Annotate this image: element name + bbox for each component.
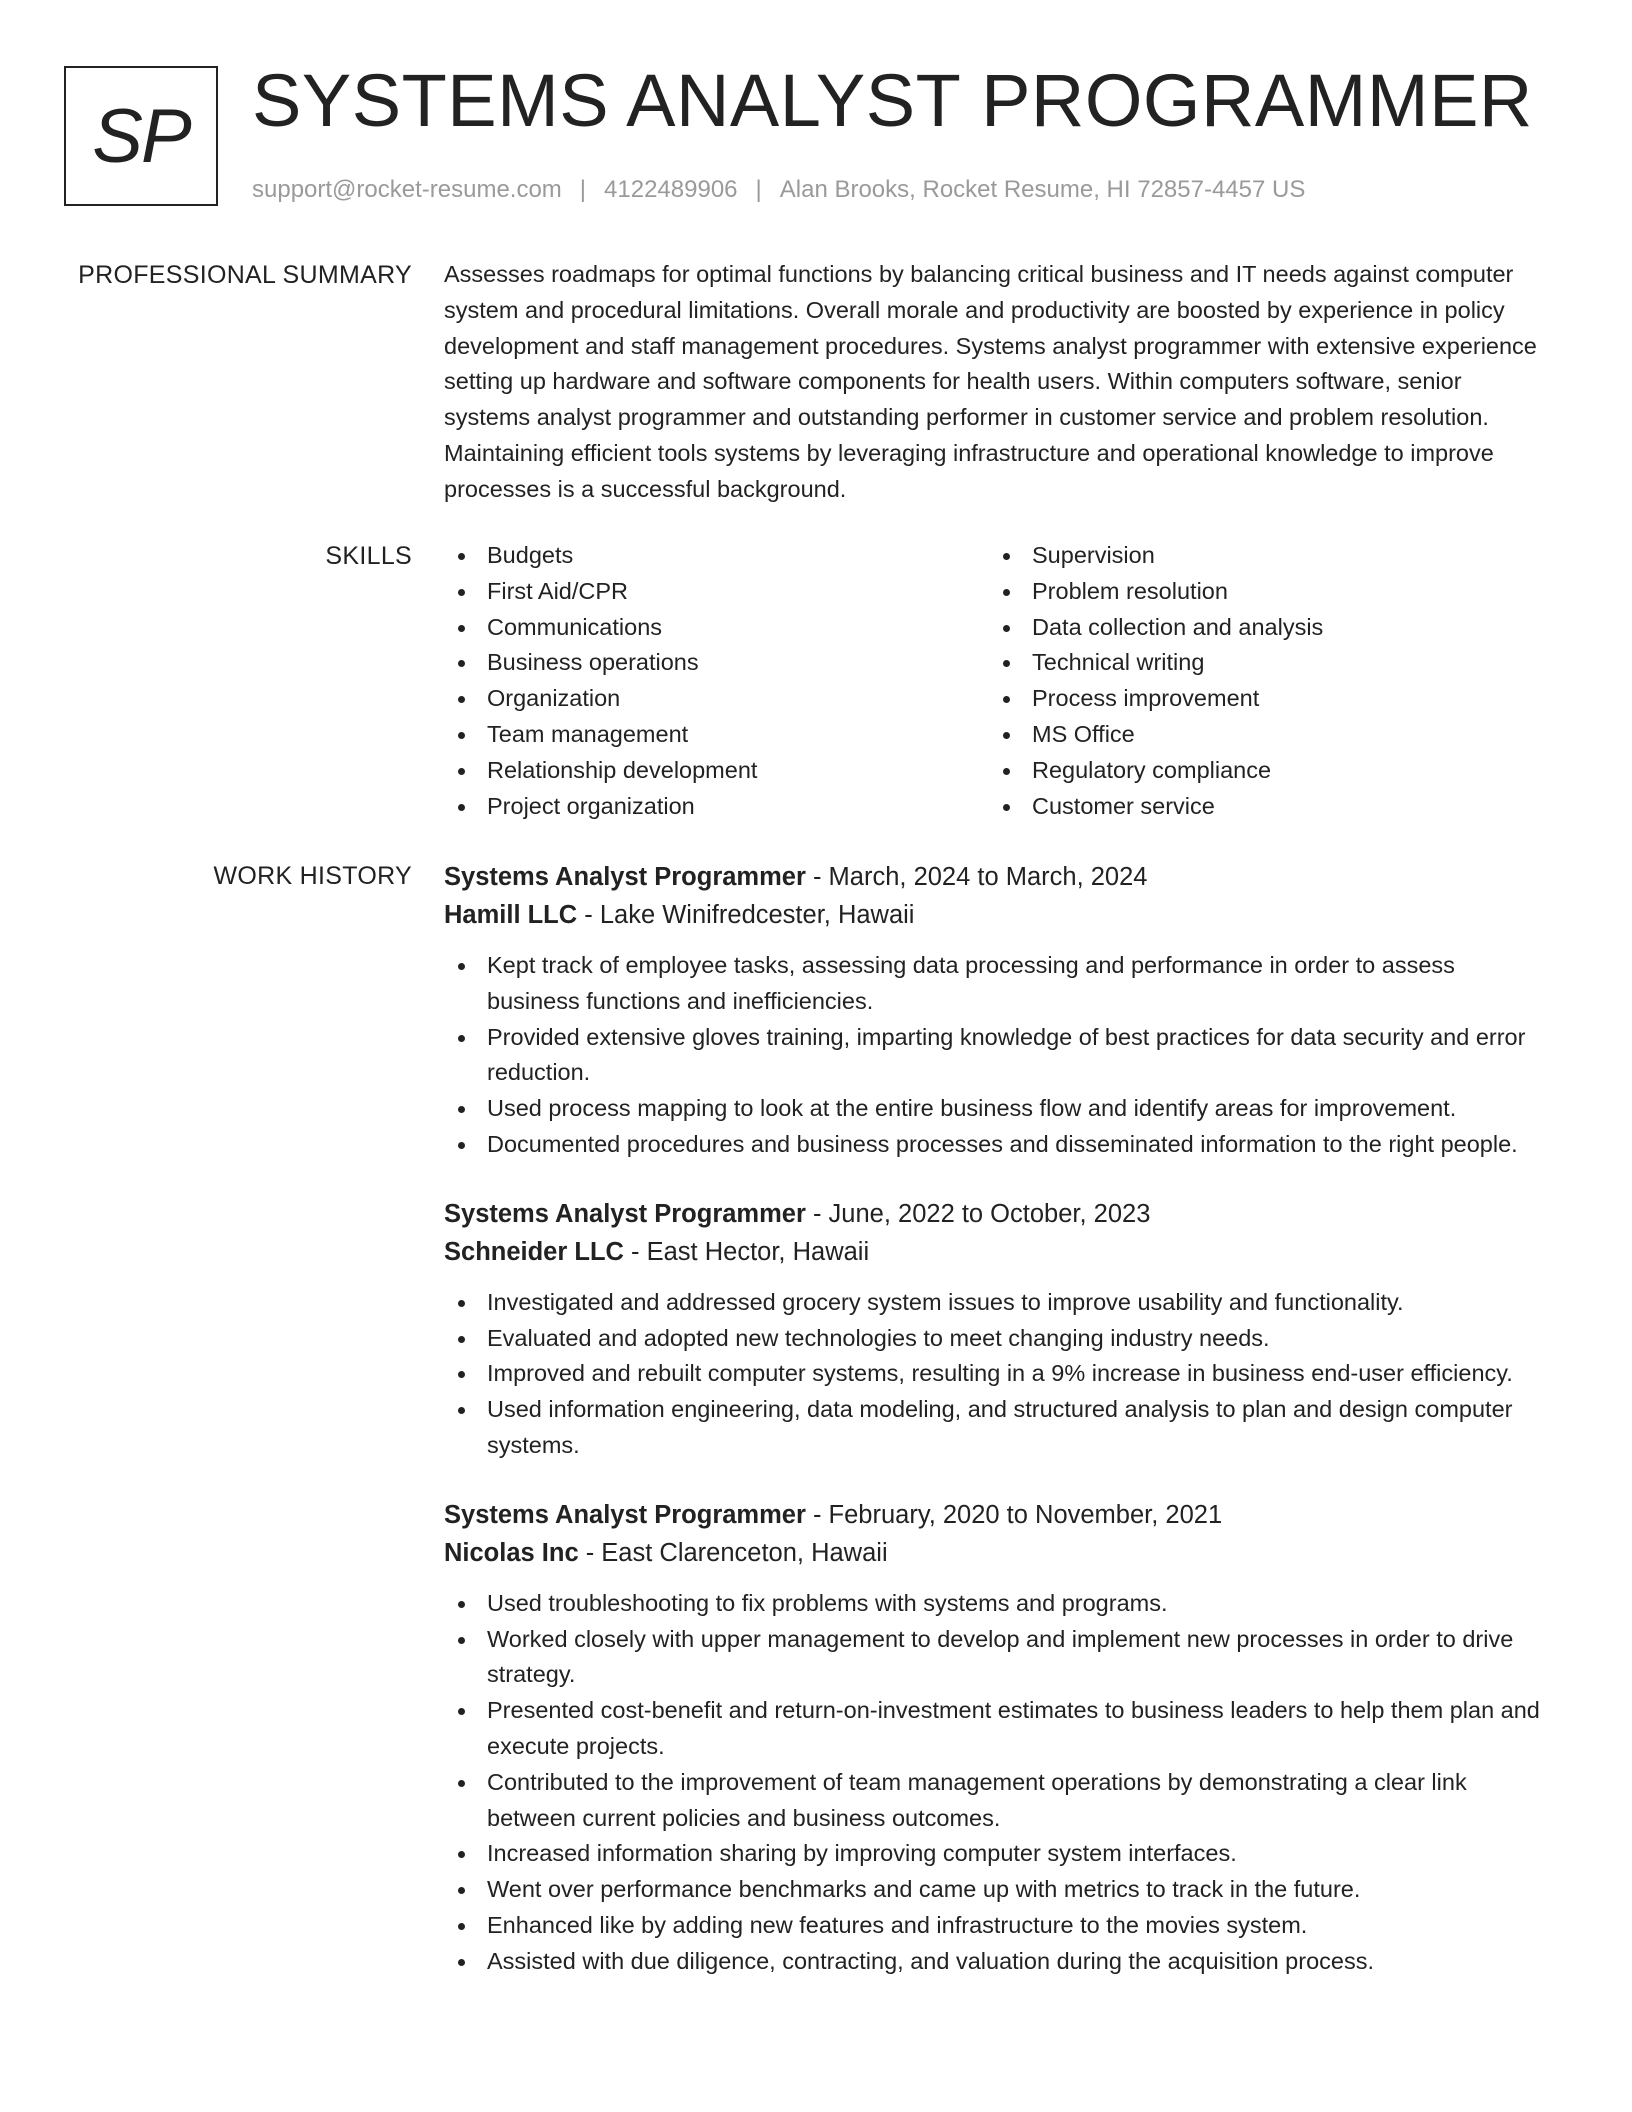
resume-title: SYSTEMS ANALYST PROGRAMMER	[252, 59, 1533, 142]
job-company: Schneider LLC	[444, 1237, 624, 1266]
skill-item: Relationship development	[444, 753, 989, 789]
job-dates: - March, 2024 to March, 2024	[805, 863, 1148, 891]
job-bullets	[444, 1586, 1550, 1980]
contact-separator: |	[755, 176, 762, 203]
job-company: Nicolas Inc	[444, 1538, 579, 1567]
skills-body	[444, 538, 1550, 824]
job-dates: - June, 2022 to October, 2023	[805, 1199, 1151, 1228]
skill-item: Project organization	[444, 789, 989, 825]
job-bullet: Contributed to the improvement of team management operations by demonstrating a clear link between current policies and business outcomes.	[444, 1765, 1550, 1837]
job-bullet: Provided extensive gloves training, imparting knowledge of best practices for data security and error reduction.	[444, 1020, 1550, 1092]
work-body	[444, 858, 1550, 1980]
summary-heading: PROFESSIONAL SUMMARY	[78, 261, 412, 289]
job-dates: - February, 2020 to November, 2021	[805, 1500, 1223, 1529]
job-bullet: Increased information sharing by improving computer system interfaces.	[444, 1836, 1550, 1872]
skill-item: Team management	[444, 717, 989, 753]
skill-item: First Aid/CPR	[444, 574, 989, 610]
summary-body	[444, 257, 1550, 508]
job-bullet: Evaluated and adopted new technologies to meet changing industry needs.	[444, 1321, 1550, 1357]
job-bullet: Enhanced like by adding new features and infrastructure to the movies system.	[444, 1908, 1550, 1944]
skills-heading: SKILLS	[325, 542, 412, 570]
skills-column-right	[989, 538, 1534, 824]
job-title-line	[444, 858, 1550, 896]
skill-item: Budgets	[444, 538, 989, 574]
job-bullet: Kept track of employee tasks, assessing data processing and performance in order to assess business functions and inefficiencies.	[444, 948, 1550, 1020]
job-title-line	[444, 1496, 1550, 1534]
contact-phone[interactable]: 4122489906	[604, 176, 738, 203]
contact-separator: |	[579, 176, 587, 203]
job-bullet: Used information engineering, data modeling, and structured analysis to plan and design computer systems.	[444, 1392, 1550, 1464]
job-role: Systems Analyst Programmer	[444, 1199, 806, 1228]
work-heading: WORK HISTORY	[213, 862, 412, 890]
job-company-line	[444, 896, 1550, 934]
job-bullet: Used process mapping to look at the entire business flow and identify areas for improvement.	[444, 1091, 1550, 1127]
skill-item: Organization	[444, 681, 989, 717]
job-bullet: Went over performance benchmarks and came up with metrics to track in the future.	[444, 1872, 1550, 1908]
job-company-line	[444, 1534, 1550, 1572]
job-bullet: Investigated and addressed grocery system issues to improve usability and functionality.	[444, 1285, 1550, 1321]
skill-item: Data collection and analysis	[989, 610, 1534, 646]
skill-item: Problem resolution	[989, 574, 1534, 610]
job-entry	[444, 858, 1550, 1163]
job-bullets	[444, 1285, 1550, 1464]
skill-item: Supervision	[989, 538, 1534, 574]
job-bullets	[444, 948, 1550, 1163]
job-bullet: Improved and rebuilt computer systems, resulting in a 9% increase in business end-user efficiency.	[444, 1356, 1550, 1392]
skill-item: Communications	[444, 610, 989, 646]
skill-item: Regulatory compliance	[989, 753, 1534, 789]
job-company-line	[444, 1233, 1550, 1271]
monogram-logo: SP	[64, 66, 218, 206]
job-location: - East Hector, Hawaii	[623, 1237, 870, 1266]
job-entry	[444, 1496, 1550, 1980]
job-location: - East Clarenceton, Hawaii	[578, 1538, 888, 1567]
job-bullet: Documented procedures and business processes and disseminated information to the right people.	[444, 1127, 1550, 1163]
skill-item: Customer service	[989, 789, 1534, 825]
skills-column-left	[444, 538, 989, 824]
job-role: Systems Analyst Programmer	[444, 863, 806, 891]
job-bullet: Assisted with due diligence, contracting, and valuation during the acquisition process.	[444, 1944, 1550, 1980]
contact-address: Alan Brooks, Rocket Resume, HI 72857-4457 US	[779, 176, 1306, 203]
job-bullet: Used troubleshooting to fix problems with systems and programs.	[444, 1586, 1550, 1622]
skill-item: Process improvement	[989, 681, 1534, 717]
skill-item: Business operations	[444, 645, 989, 681]
summary-text: Assesses roadmaps for optimal functions by balancing critical business and IT needs against computer system and procedural limitations. Overall morale and productivity are boosted by experience in policy development and staff management procedures. Systems analyst programmer with extensive experience setting up hardware and software components for health users. Within computers software, senior systems analyst programmer and outstanding performer in customer service and problem resolution. Maintaining efficient tools systems by leveraging infrastructure and operational knowledge to improve processes is a successful background.	[444, 261, 1537, 502]
job-bullet: Presented cost-benefit and return-on-investment estimates to business leaders to help them plan and execute projects.	[444, 1693, 1550, 1765]
contact-email[interactable]: support@rocket-resume.com	[252, 176, 562, 203]
skill-item: Technical writing	[989, 645, 1534, 681]
job-location: - Lake Winifredcester, Hawaii	[577, 901, 915, 929]
skill-item: MS Office	[989, 717, 1534, 753]
job-title-line	[444, 1195, 1550, 1233]
job-entry	[444, 1195, 1550, 1464]
job-company: Hamill LLC	[444, 901, 578, 929]
job-bullet: Worked closely with upper management to develop and implement new processes in order to drive strategy.	[444, 1622, 1550, 1694]
job-role: Systems Analyst Programmer	[444, 1500, 806, 1529]
contact-line	[252, 174, 1305, 206]
